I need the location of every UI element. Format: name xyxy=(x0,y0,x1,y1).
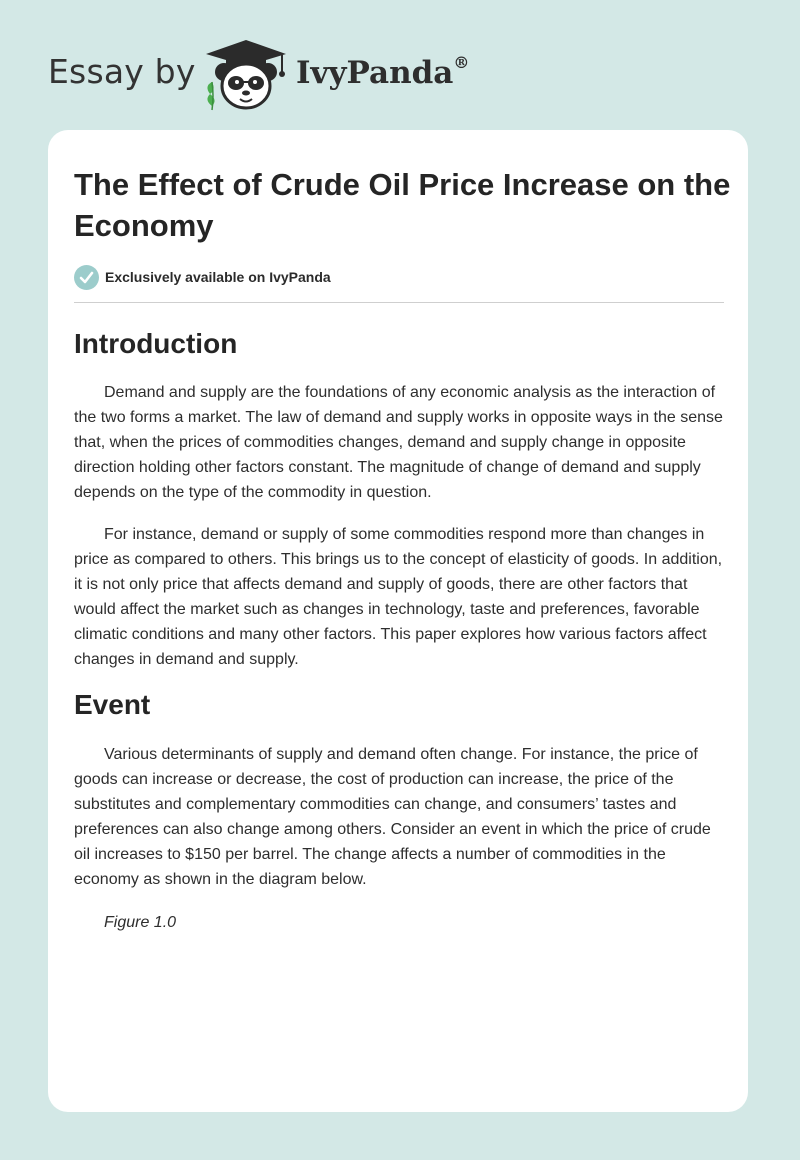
figure-caption: Figure 1.0 xyxy=(104,914,177,931)
exclusive-badge-label: Exclusively available on IvyPanda xyxy=(105,269,331,285)
brand-name[interactable]: IvyPanda® xyxy=(296,53,470,91)
essay-body xyxy=(74,320,726,935)
essay-by-label: Essay by xyxy=(48,52,196,91)
paragraph: Demand and supply are the foundations of any economic analysis as the interaction of the two forms a market. The law of demand and supply works in opposite ways in the sense that, when the prices of commodities changes, demand and supply change in opposite direction holding other factors constant. The magnitude of change of demand and supply depends on the type of the commodity in question. xyxy=(74,384,723,501)
essay-card xyxy=(48,130,748,1112)
paragraph: Various determinants of supply and demand often change. For instance, the price of goods can increase or decrease, the cost of production can increase, the price of the substitutes and complementary commodities can change, and consumers’ tastes and preferences can also change among others. Consider an event in which the price of crude oil increases to $150 per barrel. The change affects a number of commodities in the economy as shown in the diagram below. xyxy=(74,746,711,888)
section-heading-introduction: Introduction xyxy=(74,328,238,359)
paragraph: For instance, demand or supply of some commodities respond more than changes in price as compared to others. This brings us to the concept of elasticity of goods. In addition, it is not only price that affects demand and supply of goods, there are other factors that would affect the market such as changes in technology, taste and preferences, favorable climatic conditions and many other factors. This paper explores how various factors affect changes in demand and supply. xyxy=(74,526,723,668)
section-heading-event: Event xyxy=(74,689,151,720)
site-header xyxy=(48,34,508,114)
exclusive-badge xyxy=(74,264,331,290)
check-icon xyxy=(74,265,99,290)
trademark-symbol: ® xyxy=(453,53,470,72)
title-divider xyxy=(74,302,724,303)
ivypanda-logo-icon[interactable] xyxy=(200,34,292,112)
essay-title: The Effect of Crude Oil Price Increase on the Economy xyxy=(74,167,731,243)
